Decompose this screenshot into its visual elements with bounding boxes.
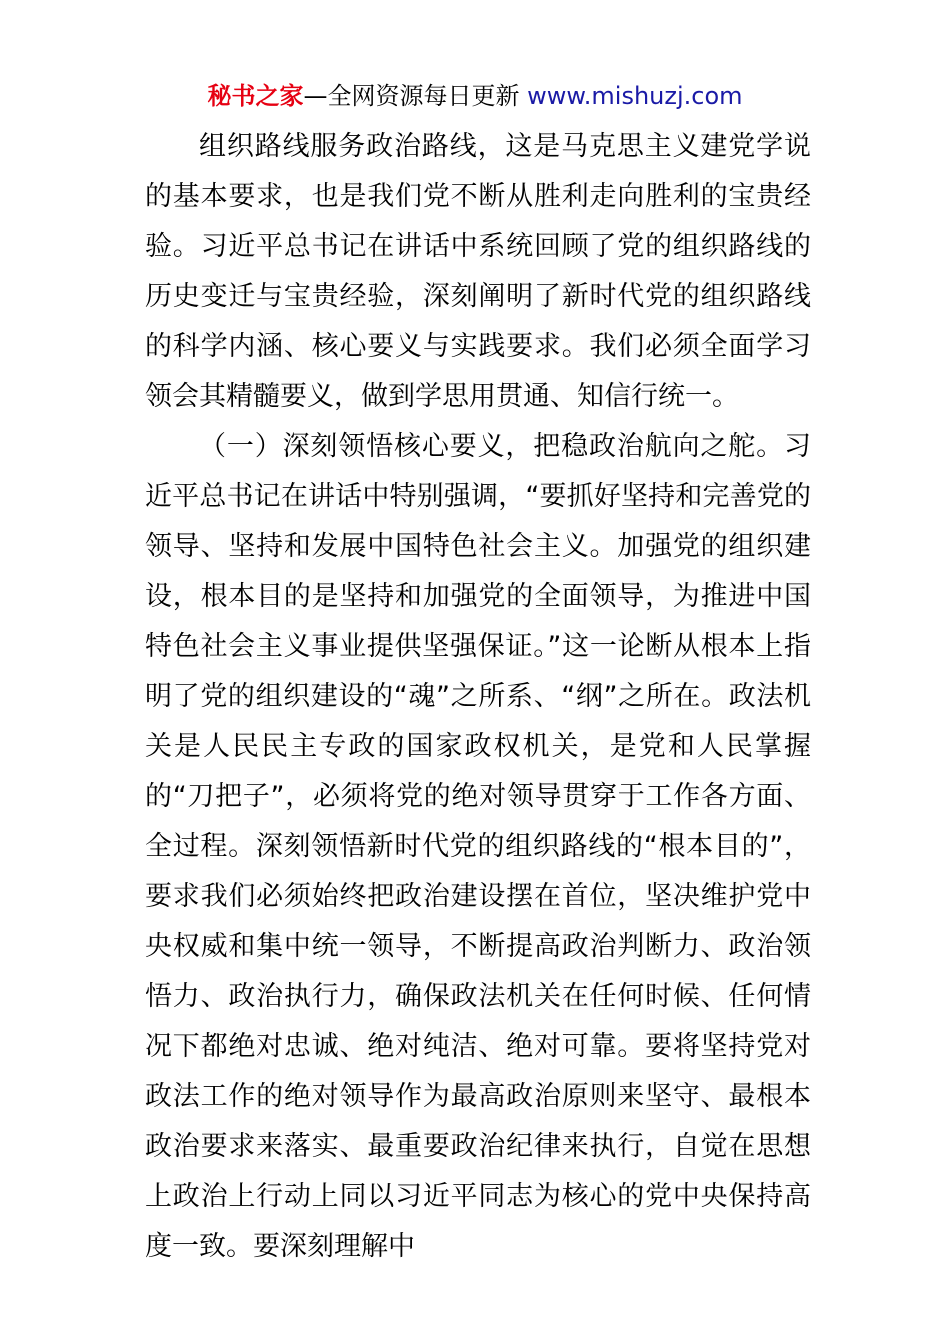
page-header [0, 78, 950, 114]
document-body [145, 122, 811, 1272]
site-brand: 秘书之家 [207, 82, 304, 110]
site-url[interactable]: www.mishuzj.com [527, 82, 743, 110]
paragraph-section-1: （一）深刻领悟核心要义，把稳政治航向之舵。习近平总书记在讲话中特别强调，“要抓好坚持和完善党的领导、坚持和发展中国特色社会主义。加强党的组织建设，根本目的是坚持和加强党的全面领导，为推进中国特色社会主义事业提供坚强保证。”这一论断从根本上指明了党的组织建设的“魂”之所系、“纲”之所在。政法机关是人民民主专政的国家政权机关，是党和人民掌握的“刀把子”，必须将党的绝对领导贯穿于工作各方面、全过程。深刻领悟新时代党的组织路线的“根本目的”，要求我们必须始终把政治建设摆在首位，坚决维护党中央权威和集中统一领导，不断提高政治判断力、政治领悟力、政治执行力，确保政法机关在任何时候、任何情况下都绝对忠诚、绝对纯洁、绝对可靠。要将坚持党对政法工作的绝对领导作为最高政治原则来坚守、最根本政治要求来落实、最重要政治纪律来执行，自觉在思想上政治上行动上同以习近平同志为核心的党中央保持高度一致。要深刻理解中 [145, 431, 811, 1262]
paragraph-intro: 组织路线服务政治路线，这是马克思主义建党学说的基本要求，也是我们党不断从胜利走向胜利的宝贵经验。习近平总书记在讲话中系统回顾了党的组织路线的历史变迁与宝贵经验，深刻阐明了新时代党的组织路线的科学内涵、核心要义与实践要求。我们必须全面学习领会其精髓要义，做到学思用贯通、知信行统一。 [145, 131, 811, 412]
site-tagline: —全网资源每日更新 [303, 82, 528, 110]
